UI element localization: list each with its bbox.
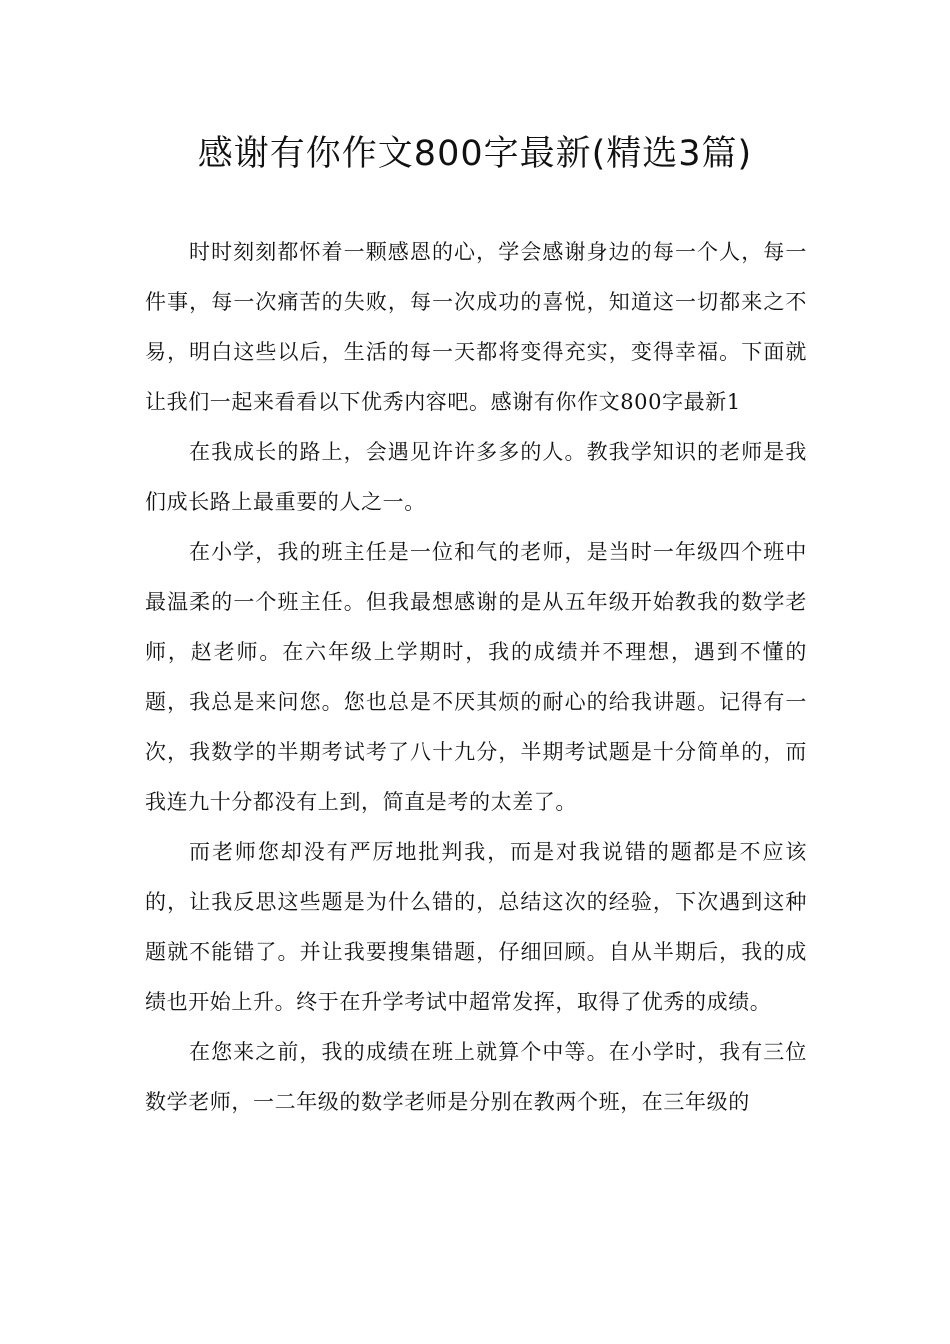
document-body [145,227,807,1127]
paragraph-growth: 在我成长的路上，会遇见许许多多的人。教我学知识的老师是我们成长路上最重要的人之一。 [145,440,807,514]
paragraph-teacher-guidance: 而老师您却没有严厉地批判我，而是对我说错的题都是不应该的，让我反思这些题是为什么错的，总结这次的经验，下次遇到这种题就不能错了。并让我要搜集错题，仔细回顾。自从半期后，我的成绩也开始上升。终于在升学考试中超常发挥，取得了优秀的成绩。 [145,840,807,1014]
paragraph-before-you-came: 在您来之前，我的成绩在班上就算个中等。在小学时，我有三位数学老师，一二年级的数学老师是分别在教两个班，在三年级的 [145,1040,807,1114]
paragraph-intro: 时时刻刻都怀着一颗感恩的心，学会感谢身边的每一个人，每一件事，每一次痛苦的失败，每一次成功的喜悦，知道这一切都来之不易，明白这些以后，生活的每一天都将变得充实，变得幸福。下面就让我们一起来看看以下优秀内容吧。感谢有你作文800字最新1 [145,240,807,414]
paragraph-primary-school: 在小学，我的班主任是一位和气的老师，是当时一年级四个班中最温柔的一个班主任。但我最想感谢的是从五年级开始教我的数学老师，赵老师。在六年级上学期时，我的成绩并不理想，遇到不懂的题，我总是来问您。您也总是不厌其烦的耐心的给我讲题。记得有一次，我数学的半期考试考了八十九分，半期考试题是十分简单的，而我连九十分都没有上到，简直是考的太差了。 [145,540,807,814]
document-title: 感谢有你作文800字最新(精选3篇) [197,134,753,174]
